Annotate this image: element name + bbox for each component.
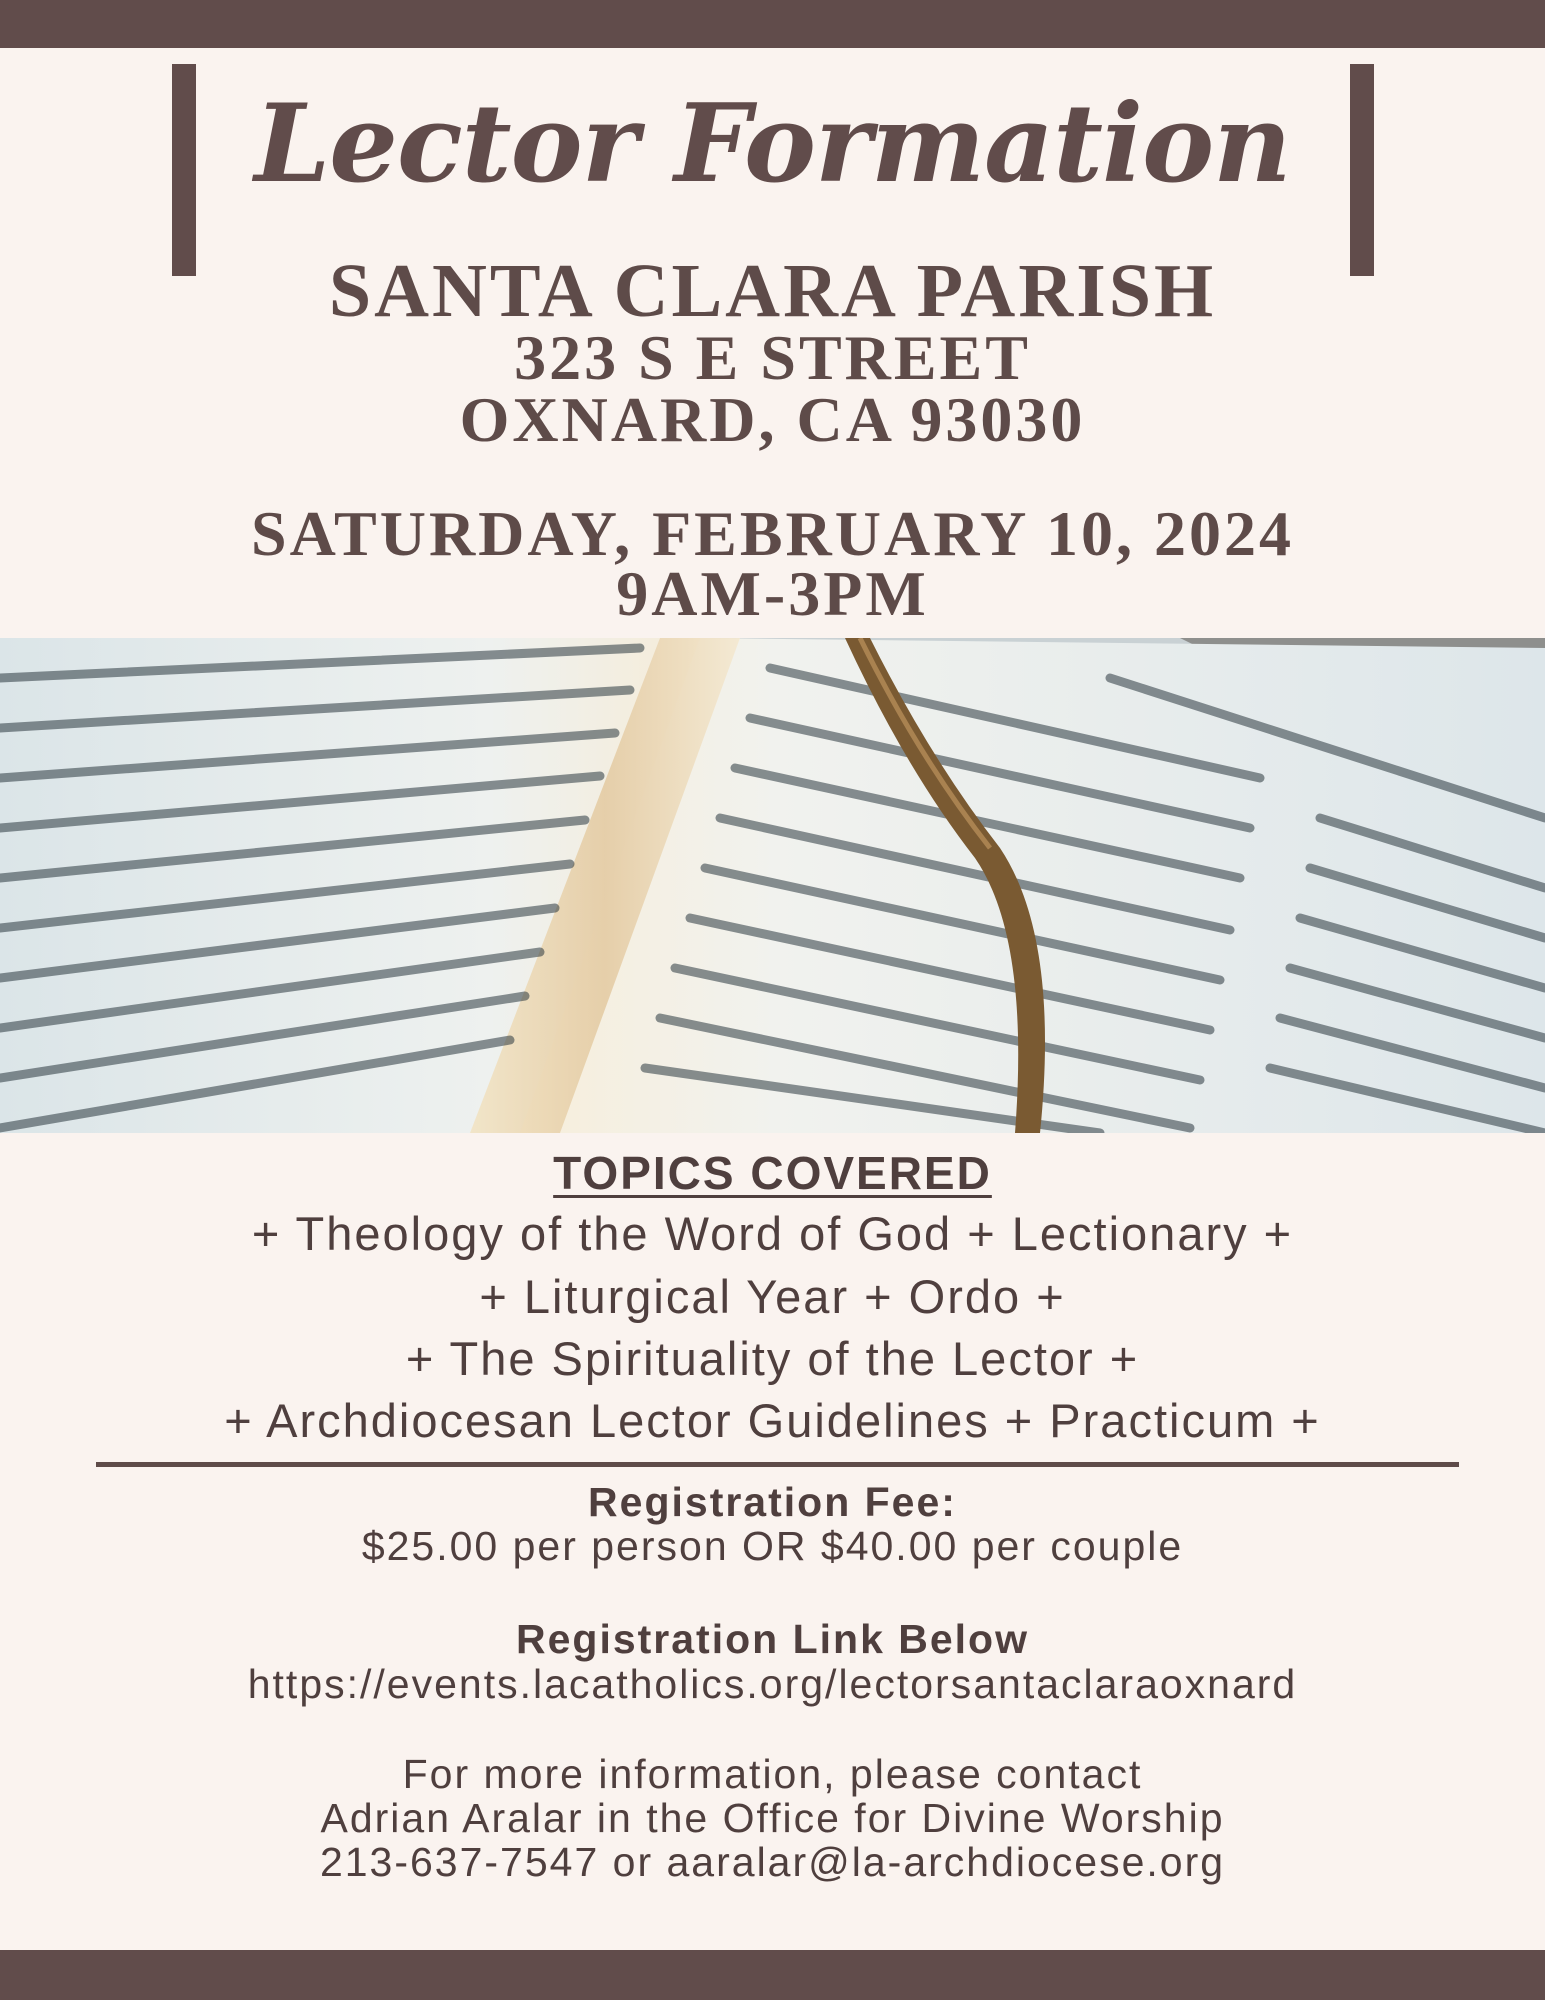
contact-line-2: Adrian Aralar in the Office for Divine Worship xyxy=(320,1795,1225,1841)
bottom-border-bar xyxy=(0,1950,1545,2000)
contact-line-1: For more information, please contact xyxy=(402,1751,1143,1797)
section-divider xyxy=(96,1462,1459,1467)
registration-link-label: Registration Link Below xyxy=(516,1616,1029,1662)
registration-fee-value: $25.00 per person OR $40.00 per couple xyxy=(361,1523,1184,1569)
topic-line-3: + The Spirituality of the Lector + xyxy=(405,1332,1140,1385)
street-address: 323 S E STREET xyxy=(514,322,1031,393)
parish-name: SANTA CLARA PARISH xyxy=(328,249,1217,333)
event-date: SATURDAY, FEBRUARY 10, 2024 xyxy=(250,498,1295,569)
topic-line-1: + Theology of the Word of God + Lectionary + xyxy=(251,1207,1294,1260)
top-border-bar xyxy=(0,0,1545,48)
event-time: 9AM-3PM xyxy=(616,558,929,629)
topics-heading: TOPICS COVERED xyxy=(553,1147,992,1199)
city-address: OXNARD, CA 93030 xyxy=(459,384,1086,455)
contact-line-3[interactable]: 213-637-7547 or aaralar@la-archdiocese.org xyxy=(319,1839,1226,1885)
registration-fee-label: Registration Fee: xyxy=(588,1479,957,1525)
open-bible-photo xyxy=(0,638,1545,1133)
topic-line-2: + Liturgical Year + Ordo + xyxy=(479,1270,1066,1323)
topic-line-4: + Archdiocesan Lector Guidelines + Practicum + xyxy=(224,1394,1321,1447)
flyer-title: Lector Formation xyxy=(254,81,1291,207)
registration-link-url[interactable]: https://events.lacatholics.org/lectorsantaclaraoxnard xyxy=(247,1661,1298,1707)
